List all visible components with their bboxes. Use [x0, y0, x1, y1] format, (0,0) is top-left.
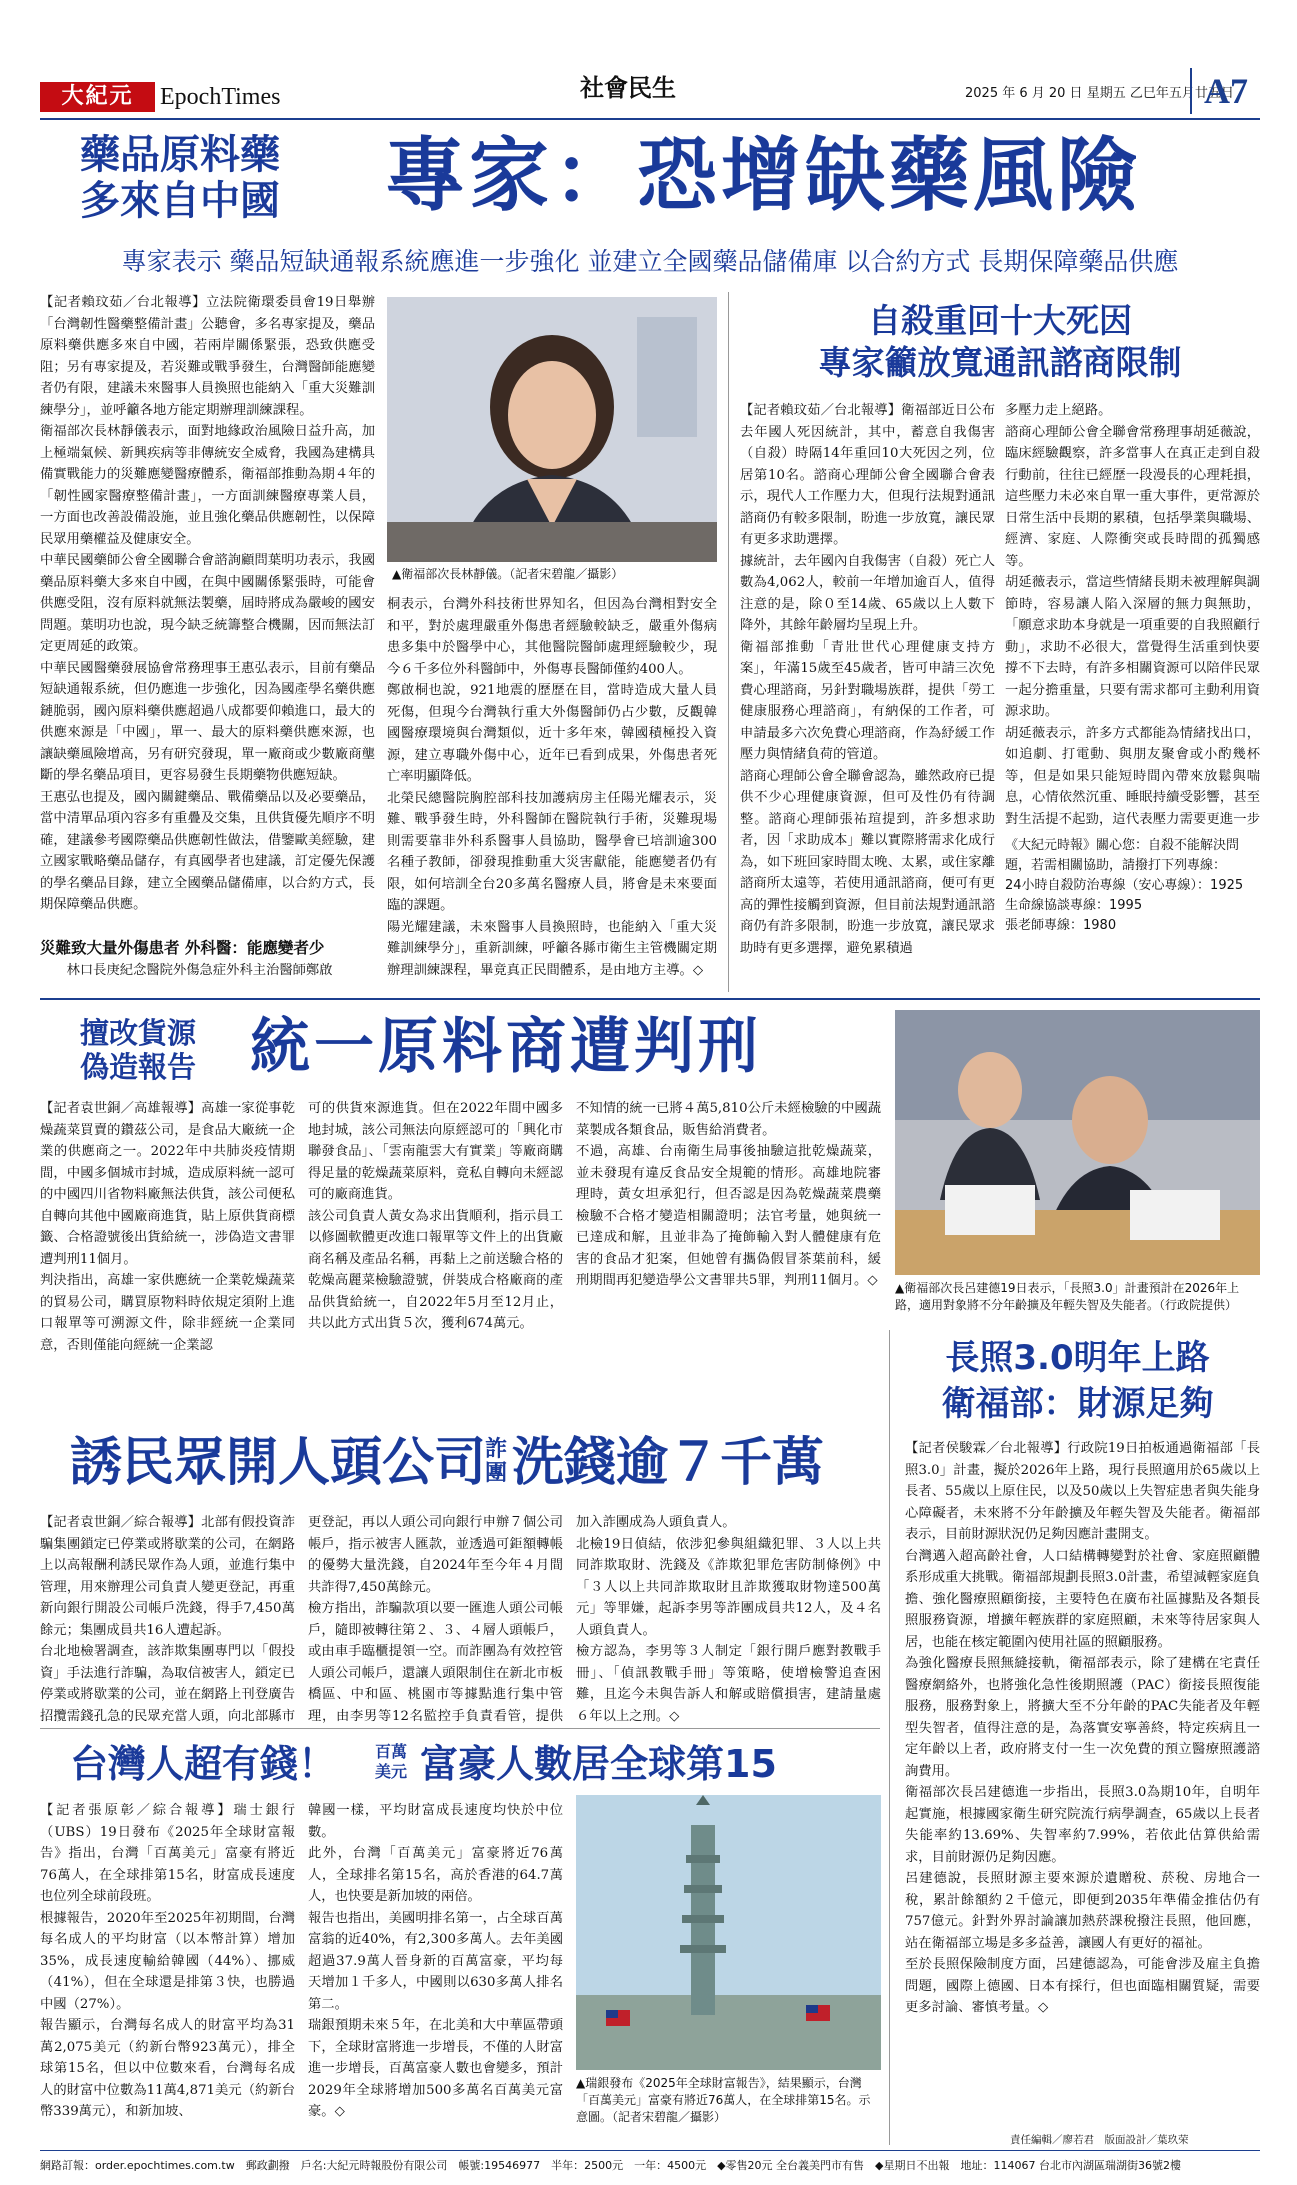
- taipei-101-illustration: [576, 1795, 881, 2070]
- lead-inline-subhead: 災難致大量外傷患者 外科醫：能應變者少: [40, 939, 325, 957]
- brand-name: EpochTimes: [160, 84, 281, 110]
- scam-column-3: 加入詐團成為人頭負責人。 北檢19日偵結，依涉犯參與組織犯罪、３人以上共同詐欺取財、洗錢及《詐欺犯罪危害防制條例》中「３人以上共同詐欺取財且詐欺獲取財物達500萬元」等罪嫌，起訴李男等詐團成員共12人，及４名人頭負責人。 檢方認為，李男等３人制定「銀行開戶應對教戰手冊」、「偵訊教戰手冊」等策略，使增檢警追查困難，且迄今未與告訴人和解或賠償損害，建請量處６年以上之刑。◇: [576, 1515, 881, 1724]
- lead-column-1: 【記者賴玟茹／台北報導】立法院衛環委員會19日舉辦「台灣韌性醫藥整備計畫」公聽會，多名專家提及，藥品原料藥供應多來自中國，若兩岸關係緊張，恐致供應受阻；另有專家提及，若災難或戰爭發生，台灣醫師能應變者仍有限，建議未來醫事人員換照也能納入「重大災難訓練學分」，並呼籲各地方能定期辦理訓練課程。 衛福部次長林靜儀表示，面對地緣政治風險日益升高，加上極端氣候、新興疾病等非傳統安全威脅，我國為建構具備實戰能力的災難應變醫療體系，衛福部推動為期４年的「韌性國家醫療整備計畫」，一方面訓練醫療專業人員，一方面也改善設備設施，並且強化藥品供應韌性，以保障民眾用藥權益及健康安全。 中華民國藥師公會全國聯合會諮詢顧問葉明功表示，我國藥品原料藥大多來自中國，在與中國關係緊張時，可能會供應受阻，沒有原料就無法製藥，屆時將成為嚴峻的國安問題。葉明功也說，現今缺乏統籌整合機關，因而無法訂定更周延的政策。 中華民國醫藥發展協會常務理事王惠弘表示，目前有藥品短缺通報系統，但仍應進一步強化，因為國產學名藥供應鏈脆弱，國內原料藥供應超過八成都要仰賴進口，最大的供應來源是「中國」，單一、最大的原料藥供應來源，也讓缺藥風險增高，另有研究發現，單一廠商或少數廠商壟斷的學名藥品項目，更容易發生長期藥物供應短缺。 王惠弘也提及，國內關鍵藥品、戰備藥品以及必要藥品，當中清單品項內容多有重疊及交集，且供貨優先順序不明確，建議參考國際藥品供應韌性做法，借鑒歐美經驗，建立國家戰略藥品儲存，有真國學者也建議，訂定優先保護的學名藥品目錄，建立全國藥品儲備庫，以合約方式，長期保障藥品供應。: [40, 295, 375, 912]
- section-rule: [40, 1728, 880, 1729]
- fraud-kicker: 擅改貨源 偽造報告: [80, 1016, 197, 1084]
- scam-mini-label: 詐團: [485, 1437, 508, 1486]
- hotline-line: 生命線協談專線：1995: [1005, 898, 1143, 913]
- suicide-headline: 自殺重回十大死因 專家籲放寬通訊諮商限制: [818, 301, 1182, 382]
- scam-column-2: 更登記，再以人頭公司向銀行申辦７個公司帳戶，指示被害人匯款，並透過可鉅額轉帳的優勢大量洗錢，自2024年至今年４月間共詐得7,450萬餘元。 檢方指出，詐騙款項以要一匯進人頭公司帳戶，隨即被轉往第２、３、４層人頭帳戶，或由車手臨櫃提領一空。而詐團為有效控管人頭公司帳戶，還讓人頭限制住在新北市板橋區、中和區、桃園市等據點進行集中管理，由李男等12名監控手負責看管，提供: [308, 1515, 563, 1724]
- hotline-line: 24小時自殺防治專線（安心專線）：1925: [1005, 878, 1244, 893]
- suicide-column-1: 【記者賴玟茹／台北報導】衛福部近日公布去年國人死因統計，其中，蓄意自我傷害（自殺）時隔14年重回10大死因之列，位居第10名。諮商心理師公會全國聯合會表示，現代人工作壓力大，但現行法規對通訊諮商仍有較多限制，盼進一步放寬，讓民眾有更多求助選擇。 據統計，去年國內自我傷害（自殺）死亡人數為4,062人，較前一年增加逾百人，值得注意的是，除０至14歲、65歲以上人數下降外，其餘年齡層均呈現上升。 衛福部推動「青壯世代心理健康支持方案」，年滿15歲至45歲者，皆可申請三次免費心理諮商，另針對職場族群，提供「勞工健康服務心理諮商」，有納保的工作者，可申請最多六次免費心理諮商，作為紓緩工作壓力與情緒負荷的管道。 諮商心理師公會全聯會認為，雖然政府已提供不少心理健康資源，但可及性仍有待調整。諮商心理師張祐瑄提到，許多想求助者，因「求助成本」難以實際將需求化成行為，如下班回家時間太晚、太累，或住家離諮商所太遠等，若使用通訊諮商，便可有更高的彈性接觸到資源，但目前法規對通訊諮商仍有許多限制，盼進一步放寬，讓民眾求助時有更多選擇，避免累積過: [740, 403, 995, 956]
- portrait-illustration: [387, 297, 717, 562]
- taipei-101-caption: ▲瑞銀發布《2025年全球財富報告》，結果顯示，台灣「百萬美元」富豪有將近76萬人，在全球排第15名。示意圖。（記者宋碧龍／攝影）: [576, 2076, 871, 2124]
- hotline-box: [1005, 836, 1260, 936]
- section-title: 社會民生: [580, 73, 676, 102]
- officials-illustration: [895, 1010, 1260, 1275]
- rich-headline: 台灣人超有錢！: [70, 1742, 337, 1786]
- lead-kicker: 藥品原料藥 多來自中國: [80, 132, 280, 224]
- lead-photo: [387, 297, 717, 562]
- officials-photo: [895, 1010, 1260, 1275]
- section-rule: [40, 998, 1260, 1000]
- epoch-times-logo: 大紀元: [40, 82, 155, 112]
- fraud-headline: 統一原料商遭判刑: [250, 1012, 762, 1082]
- lead-headline: 專家：恐增缺藥風險: [385, 129, 1141, 222]
- lead-column-1-tail: 林口長庚紀念醫院外傷急症外科主治醫師鄭啟: [66, 963, 333, 978]
- fraud-column-3: 不知情的統一已將４萬5,810公斤未經檢驗的中國蔬菜製成各類食品，販售給消費者。 不過，高雄、台南衛生局事後抽驗這批乾燥蔬菜，並未發現有違反食品安全規範的情形。高雄地院審理時，黃女坦承犯行，但否認是因為乾燥蔬菜農藥檢驗不合格才變造相關證明；法官考量，她與統一已達成和解，且並非為了掩飾輸入對人體健康有危害的食品才犯案，但她曾有攜偽假冒茶葉前科，緩刑期間再犯變造學公文書罪共5罪，判刑11個月。◇: [576, 1101, 881, 1288]
- column-divider: [889, 1330, 890, 2145]
- hotline-line: 張老師專線：1980: [1005, 918, 1117, 933]
- rich-column-1: 【記者張原彰／綜合報導】瑞士銀行（UBS）19日發布《2025年全球財富報告》指出，台灣「百萬美元」富豪有將近76萬人，在全球排第15名，財富成長速度也位列全球前段班。 根據報告，2020年至2025年初期間，台灣每名成人的平均財富（以本幣計算）增加35%，成長速度輸給韓國（44%）、挪威（41%），但在全球還是排第３快，也勝過中國（27%）。 報告顯示，台灣每名成人的財富平均為31萬2,075美元（約新台幣923萬元），排全球第15名，但以中位數來看，台灣每名成人的財富中位數為11萬4,871美元（約新台幣339萬元），和新加坡、: [40, 1803, 295, 2119]
- lead-subhead: 專家表示 藥品短缺通報系統應進一步強化 並建立全國藥品儲備庫 以合約方式 長期保障藥品供應: [121, 247, 1179, 276]
- editor-credit: 責任編輯／廖若君 版面設計／葉玖荣: [1010, 2134, 1189, 2146]
- lead-column-2: 桐表示，台灣外科技術世界知名，但因為台灣相對安全和平，對於處理嚴重外傷患者經驗較缺乏，嚴重外傷病患多集中於醫學中心，其他醫院醫師處理經驗較少，現今６千多位外科醫師中，外傷專長醫師僅約400人。 鄭啟桐也說，921地震的歷歷在目，當時造成大量人員死傷，但現今台灣執行重大外傷醫師仍占少數，反觀韓國醫療環境與台灣類似，近十多年來，韓國積極投入資源，建立專職外傷中心，近年已看到成果，外傷患者死亡率明顯降低。 北榮民總醫院胸腔部科技加護病房主任陽光耀表示，災難、戰爭發生時，外科醫師在醫院執行手術，災難現場則需要靠非外科系醫事人員協助，醫學會已培訓逾300名種子教師，卻發現推動重大災害獻能，能應變者仍有限，如何培訓全台20多萬名醫療人員，將會是未來要面臨的課題。 陽光耀建議，未來醫事人員換照時，也能納入「重大災難訓練學分」，重新訓練，呼籲各縣市衛生主管機關定期辦理訓練課程，畢竟真正民間體系，是由地方主導。◇: [387, 597, 717, 978]
- officials-photo-caption: ▲衛福部次長呂建德19日表示，「長照3.0」計畫預計在2026年上路，適用對象將不分年齡擴及年輕失智及失能者。（行政院提供）: [895, 1281, 1240, 1312]
- rich-headline-2: 富豪人數居全球第15: [420, 1742, 777, 1786]
- rich-mini-label: 百萬 美元: [375, 1742, 408, 1781]
- lead-photo-caption: ▲衛福部次長林靜儀。（記者宋碧龍／攝影）: [392, 567, 624, 581]
- fraud-column-1: 【記者袁世銅／高雄報導】高雄一家從事乾燥蔬菜買賣的鑽茲公司，是食品大廠統一企業的供應商之一。2022年中共肺炎疫情期間，中國多個城市封城，造成原料統一認可的中國四川省物料廠無法供貨，該公司便私自轉向其他中國廠商進貨，貼上原供貨商標籤、合格證號後出貨給統一，涉偽造文書罪遭判刑11個月。 判決指出，高雄一家供應統一企業乾燥蔬菜的貿易公司，購買原物料時依規定須附上進口報單等可溯源文件，除非經統一企業同意，否則僅能向經統一企業認: [40, 1101, 295, 1353]
- column-divider: [728, 292, 729, 992]
- fraud-column-2: 可的供貨來源進貨。但在2022年間中國多地封城，該公司無法向原經認可的「興化市聯發食品」、「雲南龍雲大有實業」等廠商購得足量的乾燥蔬菜原料，竟私自轉向未經認可的廠商進貨。 該公司負責人黃女為求出貨順利，指示員工以修圖軟體更改進口報單等文件上的出貨廠商名稱及產品名稱，再黏上之前送驗合格的乾燥高麗菜檢驗證號，併裝成合格廠商的產品供貨給統一，自2022年5月至12月止，共以此方式出貨５次，獲利674萬元。: [308, 1101, 563, 1331]
- taipei-101-photo: [576, 1795, 881, 2070]
- ltc-headline: 長照3.0明年上路 衛福部：財源足夠: [941, 1338, 1214, 1424]
- scam-column-1: 【記者袁世銅／綜合報導】北部有假投資詐騙集團鎖定已停業或將歇業的公司，在網路上以高報酬利誘民眾作為人頭，並進行集中管理，用來辦理公司負責人變更登記，再重新向銀行開設公司帳戶洗錢，得手7,450萬餘元；集團成員共16人遭起訴。 台北地檢署調查，該詐欺集團專門以「假投資」手法進行詐騙，為取信被害人，鎖定已停業或將歇業的公司，並在網路上刊登廣告招攬需錢孔急的民眾充當人頭，向北部縣市: [40, 1515, 295, 1724]
- masthead-rule: [40, 118, 1260, 120]
- scam-headline: 誘民眾開人頭公司: [70, 1433, 487, 1493]
- hotline-title: 《大紀元時報》關心您：自殺不能解決問題，若需相關協助，請撥打下列專線：: [1005, 838, 1240, 873]
- suicide-column-2: 多壓力走上絕路。 諮商心理師公會全聯會常務理事胡延薇說，臨床經驗觀察，許多當事人在真正走到自殺行動前，往往已經歷一段漫長的心理耗損，這些壓力未必來自單一重大事件，更常源於日常生活中長期的累積，包括學業與職場、經濟、家庭、人際衝突或長時間的孤獨感等。 胡延薇表示，當這些情緒長期未被理解與調節時，容易讓人陷入深層的無力與無助，「願意求助本身就是一項重要的自我照顧行動」，求助不必很大，當覺得生活重到快要撐不下去時，有許多相關資源可以陪伴民眾一起分擔重量，只要有需求都可主動利用資源求助。 胡延薇表示，許多方式都能為情緒找出口，如追劇、打電動、與朋友聚會或小酌幾杯等，但是如果只能短時間內帶來放鬆與喘息，心情依然沉重、睡眠持續受影響，甚至對生活提不起勁，這代表壓力需要更進一步: [1005, 403, 1260, 827]
- page-number: A7: [1190, 68, 1248, 114]
- scam-headline-2: 洗錢逾７千萬: [512, 1433, 825, 1493]
- rich-column-2: 韓國一樣，平均財富成長速度均快於中位數。 此外，台灣「百萬美元」富豪將近76萬人，全球排名第15名，高於香港的64.7萬人，也快要是新加坡的兩倍。 報告也指出，美國明排名第一，占全球百萬富翁的近40%，有2,300多萬人。去年美國超過37.9萬人晉身新的百萬富豪，平均每天增加１千多人，中國則以630多萬人排名第二。 瑞銀預期未來５年，在北美和大中華區帶頭下，全球財富將進一步增長，不僅的人財富進一步增長，百萬富豪人數也會變多，預計2029年全球將增加500多萬名百萬美元富豪。◇: [308, 1803, 563, 2119]
- issue-date: 2025 年 6 月 20 日 星期五 乙巳年五月廿五日: [965, 86, 1234, 101]
- ltc-body: 【記者侯駿霖／台北報導】行政院19日拍板通過衛福部「長照3.0」計畫，擬於2026年上路，現行長照適用於65歲以上長者、55歲以上原住民，以及50歲以上失智症患者與失能身心障礙者，未來將不分年齡擴及年輕失智及失能者。衛福部表示，目前財源狀況仍足夠因應計畫開支。 台灣邁入超高齡社會，人口結構轉變對於社會、家庭照顧體系形成重大挑戰。衛福部規劃長照3.0計畫，希望減輕家庭負擔、強化醫療照顧銜接，主要特色在廣布社區據點及各類長照服務資源，增擴年輕族群的家庭照顧，未來等待居家與人居，也能在核定範圍內使用社區的照顧服務。 為強化醫療長照無縫接軌，衛福部表示，除了建構在宅責任醫療網絡外，也將強化急性後期照護（PAC）銜接長照復能服務，服務對象上，將擴大至不分年齡的PAC失能者及年輕型失智者，值得注意的是，為落實安寧善終，特定疾病且一定年齡以上者，政府將支付一生一次免費的預立醫療照護諮詢費用。 衛福部次長呂建德進一步指出，長照3.0為期10年，自明年起實施，根據國家衛生研究院流行病學調查，65歲以上長者失能率約13.69%、失智率約7.99%，若依此估算供給需求，目前財源仍足夠因應。 呂建德說，長照財源主要來源於遺贈稅、菸稅、房地合一稅，累計餘額約２千億元，即便到2035年準備金推估仍有757億元。針對外界討論讓加熱菸課稅撥注長照，他回應，站在衛福部立場是多多益善，讓國人有更好的福祉。 至於長照保險制度方面，呂建德認為，可能會涉及雇主負擔問題，國際上德國、日本有採行，但也面臨相關質疑，需要更多討論、審慎考量。◇: [905, 1441, 1260, 2015]
- footer: 網路訂報：order.epochtimes.com.tw 郵政劃撥 戶名:大紀元時報股份有限公司 帳號:19546977 半年：2500元 一年：4500元 ◆零售20元 全台義美門市有售 ◆星期日不出報 地址：114067 台北市內湖區瑞湖街36號2樓: [40, 2150, 1260, 2173]
